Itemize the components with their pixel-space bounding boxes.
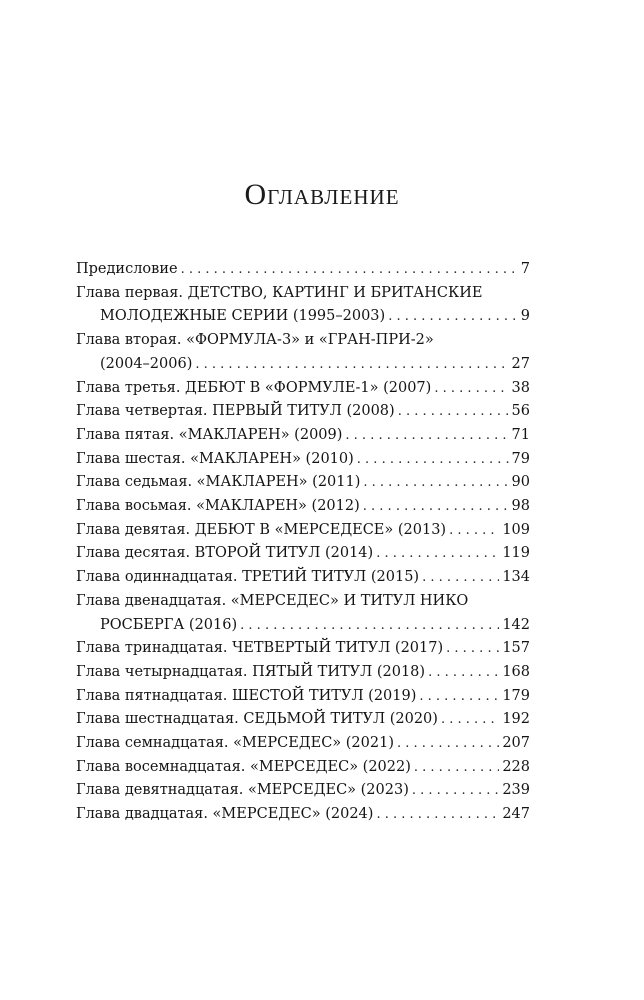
toc-page-number: 207: [502, 735, 530, 752]
toc-entry[interactable]: [76, 732, 530, 756]
toc-page-number: 192: [502, 711, 530, 728]
toc-page-number: 38: [511, 379, 530, 396]
toc-entry[interactable]: [76, 519, 530, 543]
toc-entry-line: [76, 424, 530, 448]
dot-leader: [376, 542, 499, 566]
toc-entry-text: Глава пятая. «МАКЛАРЕН» (2009): [76, 426, 343, 443]
toc-entry-line: [76, 400, 530, 424]
toc-entry[interactable]: [76, 424, 530, 448]
toc-entry[interactable]: [76, 566, 530, 590]
toc-page-number: 56: [511, 403, 530, 420]
dot-leader: [419, 685, 499, 709]
toc-page-number: 90: [511, 474, 530, 491]
toc-entry-text: Глава седьмая. «МАКЛАРЕН» (2011): [76, 474, 361, 491]
toc-entry-line: [76, 282, 530, 306]
dot-leader: [181, 258, 518, 282]
dot-leader: [397, 732, 499, 756]
toc-page-number: 228: [502, 758, 530, 775]
toc-entry-text: МОЛОДЕЖНЫЕ СЕРИИ (1995–2003): [100, 308, 386, 325]
toc-entry-text: Предисловие: [76, 261, 178, 277]
toc-entry[interactable]: [76, 282, 530, 329]
toc-entry[interactable]: [76, 377, 530, 401]
toc-entry-text: Глава четырнадцатая. ПЯТЫЙ ТИТУЛ (2018): [76, 663, 426, 680]
toc-entry-line: [76, 661, 530, 685]
toc-page-number: 179: [502, 687, 530, 704]
toc-entry[interactable]: [76, 685, 530, 709]
toc-entry-continuation: [76, 353, 530, 377]
toc-entry-line: [76, 566, 530, 590]
toc-entry-line: [76, 708, 530, 732]
toc-entry[interactable]: [76, 756, 530, 780]
toc-page-number: 119: [502, 545, 530, 562]
toc-entry-line: [76, 448, 530, 472]
toc-entry[interactable]: [76, 542, 530, 566]
toc-page-number: 157: [502, 640, 530, 657]
toc-entry-line: [76, 803, 530, 827]
toc-entry[interactable]: [76, 471, 530, 495]
dot-leader: [240, 614, 499, 638]
toc-page-number: 168: [502, 663, 530, 680]
toc-page-number: 7: [520, 261, 530, 277]
toc-page-number: 27: [511, 355, 530, 372]
toc-entry-text: Глава одиннадцатая. ТРЕТИЙ ТИТУЛ (2015): [76, 569, 420, 586]
toc-entry-line: [76, 519, 530, 543]
toc-entry-line: [76, 590, 530, 614]
toc-page-number: 142: [502, 616, 530, 633]
dot-leader: [434, 377, 508, 401]
toc-entry[interactable]: [76, 708, 530, 732]
dot-leader: [398, 400, 509, 424]
toc-entry-text: Глава восемнадцатая. «МЕРСЕДЕС» (2022): [76, 758, 411, 775]
toc-entry-text: Глава пятнадцатая. ШЕСТОЙ ТИТУЛ (2019): [76, 687, 417, 704]
toc-entry-line: [76, 685, 530, 709]
toc-entry-line: [76, 377, 530, 401]
toc-entry[interactable]: [76, 495, 530, 519]
dot-leader: [195, 353, 508, 377]
dot-leader: [388, 305, 518, 329]
toc-entry-text: Глава двадцатая. «МЕРСЕДЕС» (2024): [76, 806, 374, 823]
toc-entry-text: Глава четвертая. ПЕРВЫЙ ТИТУЛ (2008): [76, 403, 395, 420]
toc-entry-text: Глава тринадцатая. ЧЕТВЕРТЫЙ ТИТУЛ (2017): [76, 640, 444, 657]
toc-entry-text: Глава третья. ДЕБЮТ В «ФОРМУЛЕ-1» (2007): [76, 379, 432, 396]
toc-entry[interactable]: [76, 637, 530, 661]
toc-page-number: 71: [511, 426, 530, 443]
dot-leader: [414, 756, 499, 780]
toc-entry-text: Глава первая. ДЕТСТВО, КАРТИНГ И БРИТАНСКИЕ: [76, 284, 483, 301]
toc-entry[interactable]: [76, 400, 530, 424]
toc-entry[interactable]: [76, 661, 530, 685]
toc-entry-text: Глава двенадцатая. «МЕРСЕДЕС» И ТИТУЛ НИКО: [76, 592, 469, 609]
toc-page-number: 109: [502, 521, 530, 538]
toc-entry[interactable]: [76, 803, 530, 827]
toc-page-number: 9: [520, 308, 530, 325]
dot-leader: [441, 708, 499, 732]
toc-entry-line: [76, 495, 530, 519]
toc-entry-text: Глава шестнадцатая. СЕДЬМОЙ ТИТУЛ (2020): [76, 711, 438, 728]
toc-entry-continuation: [76, 614, 530, 638]
toc-entry[interactable]: [76, 590, 530, 637]
dot-leader: [357, 448, 509, 472]
toc-entry-line: [76, 637, 530, 661]
toc-entry-text: Глава восьмая. «МАКЛАРЕН» (2012): [76, 498, 360, 515]
dot-leader: [446, 637, 499, 661]
toc-entry-text: РОСБЕРГА (2016): [100, 616, 238, 633]
dot-leader: [422, 566, 499, 590]
toc-entry[interactable]: [76, 448, 530, 472]
page-title: Оглавление: [244, 178, 400, 211]
toc-entry-text: Глава девятая. ДЕБЮТ В «МЕРСЕДЕСЕ» (2013): [76, 521, 447, 538]
toc-entry-line: [76, 779, 530, 803]
dot-leader: [428, 661, 499, 685]
dot-leader: [449, 519, 499, 543]
toc-entry-text: Глава семнадцатая. «МЕРСЕДЕС» (2021): [76, 735, 394, 752]
toc-entry[interactable]: [76, 258, 530, 282]
toc-entry[interactable]: [76, 779, 530, 803]
dot-leader: [363, 471, 508, 495]
toc-page-number: 247: [502, 806, 530, 823]
toc-page-number: 134: [502, 569, 530, 586]
table-of-contents: [76, 258, 530, 827]
toc-entry-text: Глава шестая. «МАКЛАРЕН» (2010): [76, 450, 354, 467]
toc-entry-continuation: [76, 305, 530, 329]
toc-page-number: 98: [511, 498, 530, 515]
toc-entry-text: Глава девятнадцатая. «МЕРСЕДЕС» (2023): [76, 782, 409, 799]
toc-entry-line: [76, 329, 530, 353]
toc-entry-line: [76, 258, 530, 282]
toc-entry-line: [76, 471, 530, 495]
dot-leader: [412, 779, 499, 803]
toc-entry-text: Глава вторая. «ФОРМУЛА-3» и «ГРАН-ПРИ-2»: [76, 332, 434, 349]
toc-entry-line: [76, 732, 530, 756]
toc-page-number: 79: [511, 450, 530, 467]
toc-entry[interactable]: [76, 329, 530, 376]
toc-entry-line: [76, 542, 530, 566]
toc-entry-line: [76, 756, 530, 780]
toc-entry-text: (2004–2006): [100, 355, 193, 372]
dot-leader: [345, 424, 508, 448]
dot-leader: [376, 803, 499, 827]
dot-leader: [363, 495, 509, 519]
toc-entry-text: Глава десятая. ВТОРОЙ ТИТУЛ (2014): [76, 545, 374, 562]
toc-page-number: 239: [502, 782, 530, 799]
